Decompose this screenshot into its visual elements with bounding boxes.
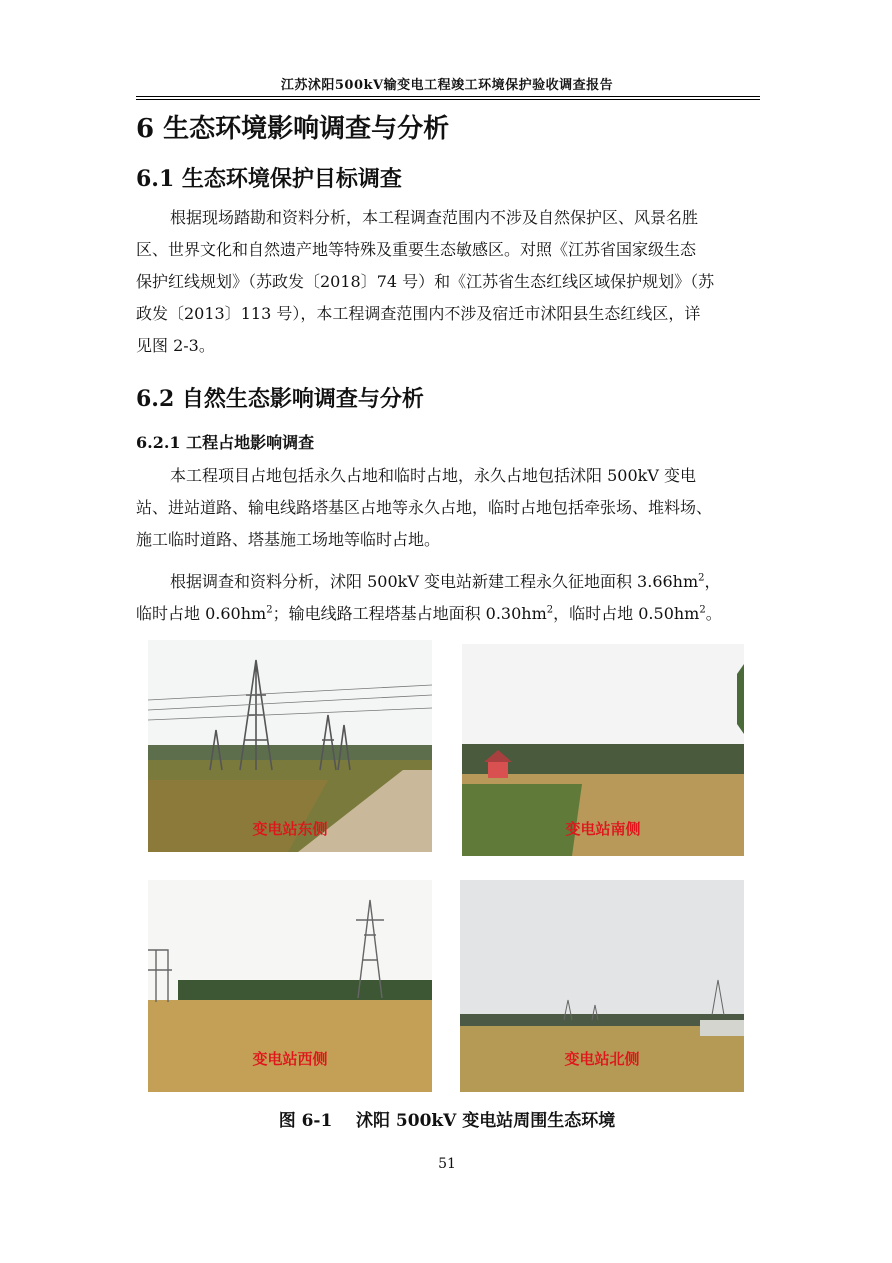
subsection-heading-6-1: 6.1 生态环境保护目标调查: [136, 166, 402, 192]
figure-caption: 图 6-1 沭阳 500kV 变电站周围生态环境: [278, 1111, 616, 1131]
text-line: 站、进站道路、输电线路塔基区占地等永久占地，临时占地包括牵张场、堆料场、: [136, 498, 713, 517]
text-line: 施工临时道路、塔基施工场地等临时占地。: [136, 530, 441, 549]
text-run: ，临时占地 0.50hm: [553, 604, 700, 623]
section-heading: 6 生态环境影响调查与分析: [136, 114, 450, 144]
text-run: 根据调查和资料分析，沭阳 500kV 变电站新建工程永久征地面积 3.66hm: [170, 572, 699, 591]
text-line: 见图 2-3。: [136, 336, 215, 355]
photo-caption: 变电站南侧: [565, 820, 641, 838]
header-rule-thin: [136, 99, 760, 100]
text-run: ；输电线路工程塔基占地面积 0.30hm: [272, 604, 547, 623]
paragraph-land-occupation: [136, 460, 758, 556]
text-run: 临时占地 0.60hm: [136, 604, 267, 623]
subsubsection-heading-6-2-1: 6.2.1 工程占地影响调查: [136, 433, 315, 452]
photo-substation-east: [148, 640, 432, 852]
superscript: 2: [699, 604, 706, 616]
photo-caption: 变电站东侧: [252, 820, 328, 838]
text-line: 区、世界文化和自然遗产地等特殊及重要生态敏感区。对照《江苏省国家级生态: [136, 240, 697, 259]
paragraph-land-area: [136, 566, 758, 630]
text-line: [136, 598, 758, 630]
photo-caption: 变电站西侧: [252, 1050, 328, 1068]
paragraph-ecological-targets: [136, 202, 758, 362]
photo-substation-north: [460, 880, 744, 1092]
page-number: 51: [438, 1156, 456, 1172]
text-line: 保护红线规划》（苏政发〔2018〕74 号）和《江苏省生态红线区域保护规划》（苏: [136, 272, 715, 291]
photo-caption: 变电站北侧: [564, 1050, 640, 1068]
text-run: ，: [704, 572, 721, 591]
text-line: 本工程项目占地包括永久占地和临时占地，永久占地包括沭阳 500kV 变电: [170, 466, 696, 485]
header-rule: [136, 96, 760, 97]
superscript: 2: [266, 604, 273, 616]
text-line: [136, 566, 758, 598]
superscript: 2: [546, 604, 554, 616]
photo-substation-west: [148, 880, 432, 1092]
superscript: 2: [698, 572, 705, 584]
text-line: 政发〔2013〕113 号），本工程调查范围内不涉及宿迁市沭阳县生态红线区，详: [136, 304, 701, 323]
subsection-heading-6-2: 6.2 自然生态影响调查与分析: [136, 386, 424, 412]
text-run: 。: [705, 604, 722, 623]
running-header: 江苏沭阳500kV输变电工程竣工环境保护验收调查报告: [280, 78, 614, 93]
text-line: 根据现场踏勘和资料分析，本工程调查范围内不涉及自然保护区、风景名胜: [170, 208, 699, 227]
photo-substation-south: [462, 644, 744, 856]
